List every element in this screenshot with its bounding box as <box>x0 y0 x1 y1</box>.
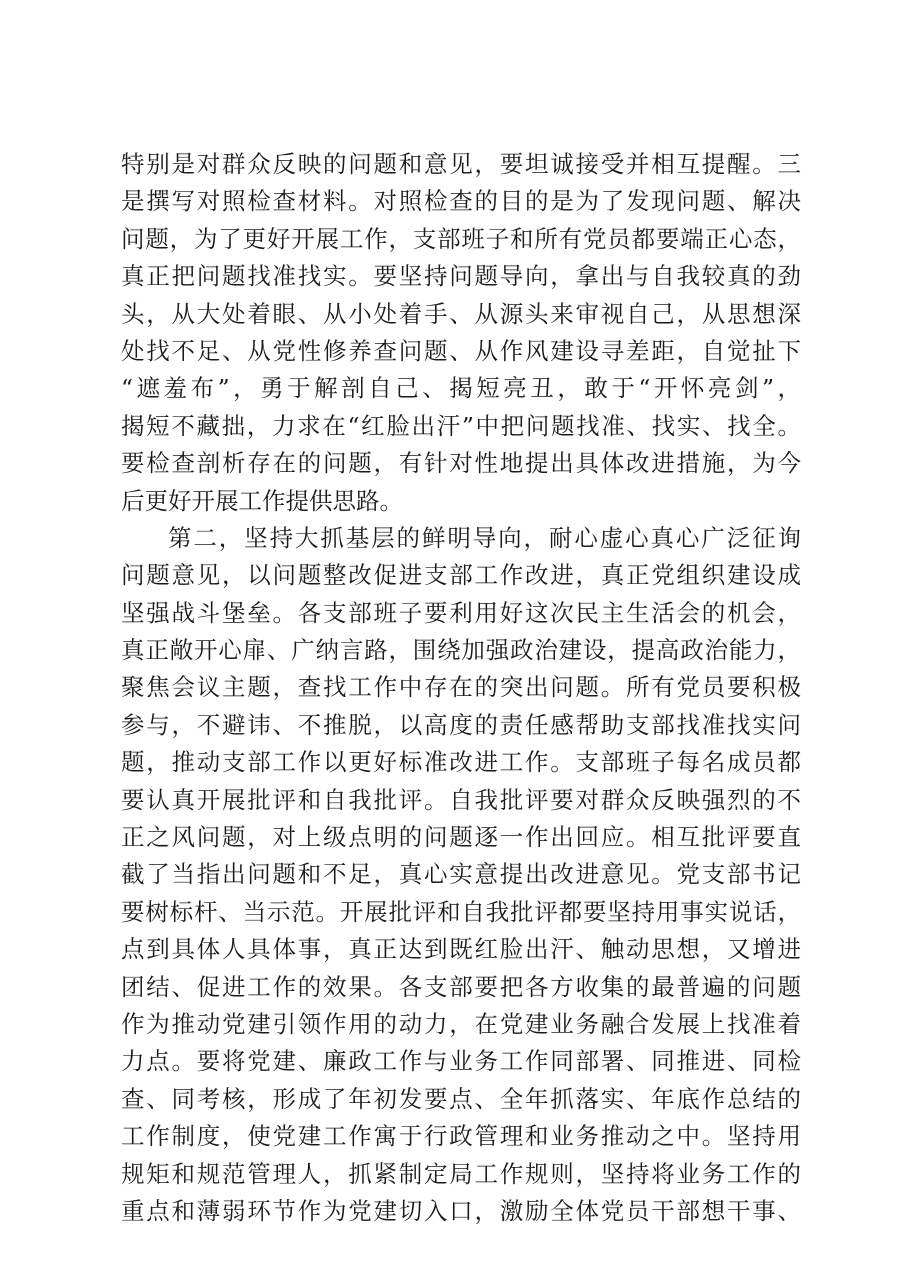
text-line: 重点和薄弱环节作为党建切入口，激励全体党员干部想干事、 <box>121 1196 801 1225</box>
text-line: 坚强战斗堡垒。各支部班子要利用好这次民主生活会的机会， <box>121 598 801 627</box>
text-line: 后更好开展工作提供思路。 <box>121 486 403 515</box>
text-line: 真正把问题找准找实。要坚持问题导向，拿出与自我较真的劲 <box>121 262 801 291</box>
text-line: 规矩和规范管理人，抓紧制定局工作规则，坚持将业务工作的 <box>121 1159 801 1188</box>
text-line: 问题，为了更好开展工作，支部班子和所有党员都要端正心态， <box>121 224 801 253</box>
text-line: 作为推动党建引领作用的动力，在党建业务融合发展上找准着 <box>121 1009 801 1038</box>
text-line: 查、同考核，形成了年初发要点、全年抓落实、年底作总结的 <box>121 1084 801 1113</box>
text-line: 点到具体人具体事，真正达到既红脸出汗、触动思想，又增进 <box>121 935 801 964</box>
text-line: 是撰写对照检查材料。对照检查的目的是为了发现问题、解决 <box>121 187 801 216</box>
text-line: 题，推动支部工作以更好标准改进工作。支部班子每名成员都 <box>121 748 801 777</box>
text-line: 第二，坚持大抓基层的鲜明导向，耐心虚心真心广泛征询 <box>168 523 801 552</box>
document-body <box>121 146 801 1230</box>
text-line: 要检查剖析存在的问题，有针对性地提出具体改进措施，为今 <box>121 449 801 478</box>
text-line: 头，从大处着眼、从小处着手、从源头来审视自己，从思想深 <box>121 299 801 328</box>
text-line: 处找不足、从党性修养查问题、从作风建设寻差距，自觉扯下 <box>121 336 801 365</box>
text-line: “遮羞布”，勇于解剖自己、揭短亮丑，敢于“开怀亮剑”， <box>121 374 801 403</box>
text-line: 工作制度，使党建工作寓于行政管理和业务推动之中。坚持用 <box>121 1122 801 1151</box>
text-line: 要树标杆、当示范。开展批评和自我批评都要坚持用事实说话， <box>121 897 801 926</box>
text-line: 特别是对群众反映的问题和意见，要坦诚接受并相互提醒。三 <box>121 150 801 178</box>
text-line: 揭短不藏拙，力求在“红脸出汗”中把问题找准、找实、找全。 <box>121 411 801 440</box>
text-line: 问题意见，以问题整改促进支部工作改进，真正党组织建设成 <box>121 561 801 590</box>
text-line: 要认真开展批评和自我批评。自我批评要对群众反映强烈的不 <box>121 785 801 814</box>
text-line: 力点。要将党建、廉政工作与业务工作同部署、同推进、同检 <box>121 1047 801 1076</box>
text-line: 真正敞开心扉、广纳言路，围绕加强政治建设，提高政治能力， <box>121 636 801 665</box>
text-line: 正之风问题，对上级点明的问题逐一作出回应。相互批评要直 <box>121 823 801 852</box>
text-line: 团结、促进工作的效果。各支部要把各方收集的最普遍的问题 <box>121 972 801 1001</box>
text-line: 参与，不避讳、不推脱，以高度的责任感帮助支部找准找实问 <box>121 710 801 739</box>
text-line: 聚焦会议主题，查找工作中存在的突出问题。所有党员要积极 <box>121 673 801 702</box>
text-line: 截了当指出问题和不足，真心实意提出改进意见。党支部书记 <box>121 860 801 889</box>
